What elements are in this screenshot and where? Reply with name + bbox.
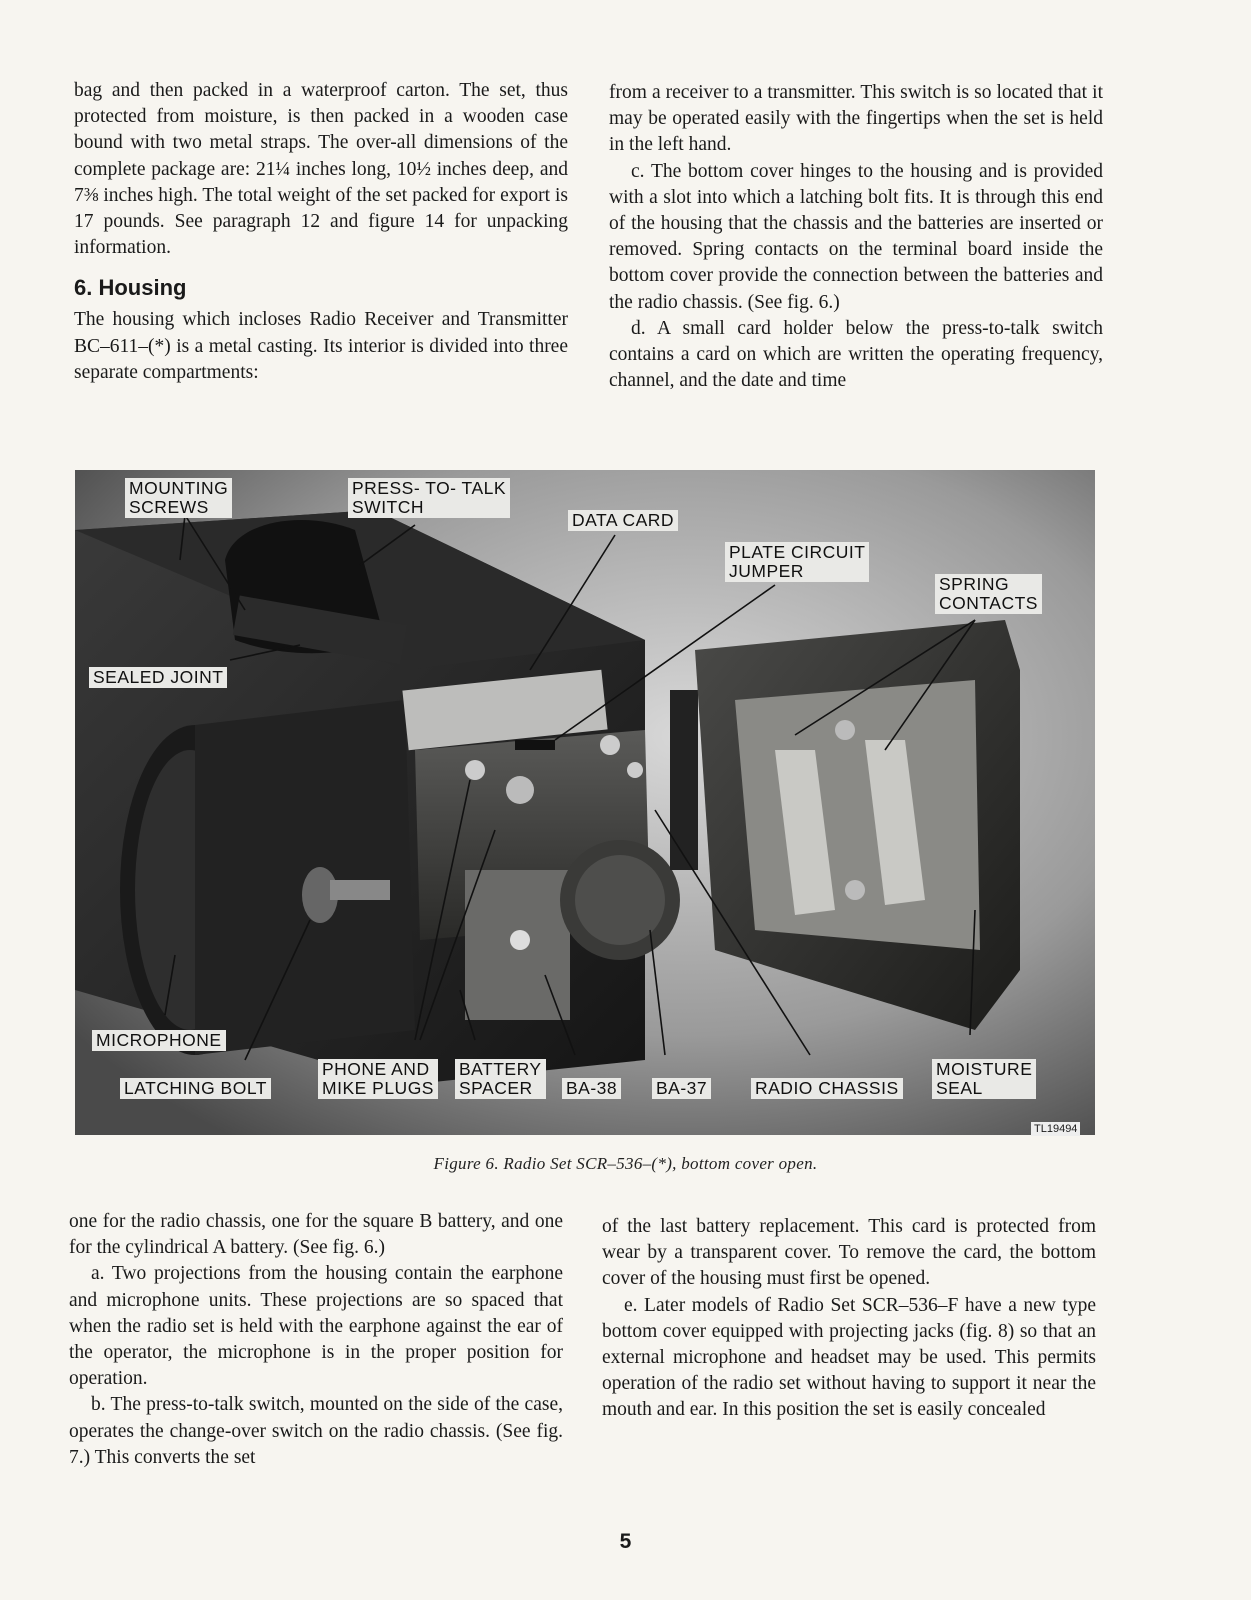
label-plate-circuit-jumper: PLATE CIRCUIT JUMPER xyxy=(725,542,869,582)
label-moisture-seal: MOISTURE SEAL xyxy=(932,1059,1036,1099)
label-ba-37: BA-37 xyxy=(652,1078,711,1099)
label-ba-38: BA-38 xyxy=(562,1078,621,1099)
paragraph: from a receiver to a transmitter. This switch is so located that it may be operated easily with the fingertips when the set is held in the left hand. xyxy=(609,82,1103,156)
label-radio-chassis: RADIO CHASSIS xyxy=(751,1078,903,1099)
label-battery-spacer: BATTERY SPACER xyxy=(455,1059,546,1099)
label-data-card: DATA CARD xyxy=(568,510,678,531)
section-heading: 6. Housing xyxy=(74,275,187,301)
radio-set-illustration xyxy=(75,470,1095,1135)
paragraph: c. The bottom cover hinges to the housing and is provided with a slot into which a latching bolt fits. It is through this end of the housing that the chassis and the batteries are inserted or removed. Spring contacts on the terminal board inside the bottom cover provide the connection between the batteries and the radio chassis. (See fig. 6.) xyxy=(609,160,1103,313)
label-phone-and-mike-plugs: PHONE AND MIKE PLUGS xyxy=(318,1059,438,1099)
figure-code: TL19494 xyxy=(1031,1122,1080,1136)
paragraph: of the last battery replacement. This card is protected from wear by a transparent cover. To remove the card, the bottom cover of the housing must first be opened. xyxy=(602,1216,1096,1290)
left-top-column xyxy=(74,78,568,386)
paragraph: bag and then packed in a waterproof carton. The set, thus protected from moisture, is then packed in a wooden case bound with two metal straps. The over-all dimensions of the complete package are: 21¼ inches long, 10½ inches deep, and 7⅜ inches high. The total weight of the set packed for export is 17 pounds. See paragraph 12 and figure 14 for unpacking information. xyxy=(74,80,568,259)
label-spring-contacts: SPRING CONTACTS xyxy=(935,574,1042,614)
left-bottom-column xyxy=(69,1209,563,1471)
page-number: 5 xyxy=(619,1530,632,1553)
paragraph: a. Two projections from the housing contain the earphone and microphone units. These projections are so spaced that when the radio set is held with the earphone against the ear of the operator, the microphone is in the proper position for operation. xyxy=(69,1263,563,1390)
figure-caption: Figure 6. Radio Set SCR–536–(*), bottom cover open. xyxy=(433,1154,818,1173)
label-mounting-screws: MOUNTING SCREWS xyxy=(125,478,232,518)
paragraph: one for the radio chassis, one for the square B battery, and one for the cylindrical A battery. (See fig. 6.) xyxy=(69,1211,563,1259)
right-top-column xyxy=(609,80,1103,394)
label-latching-bolt: LATCHING BOLT xyxy=(120,1078,271,1099)
paragraph: b. The press-to-talk switch, mounted on the side of the case, operates the change-over switch on the radio chassis. (See fig. 7.) This converts the set xyxy=(69,1394,563,1468)
right-bottom-column xyxy=(602,1214,1096,1424)
figure-photo xyxy=(75,470,1095,1135)
paragraph: e. Later models of Radio Set SCR–536–F have a new type bottom cover equipped with projecting jacks (fig. 8) so that an external microphone and headset may be used. This permits operation of the radio set without having to support it near the mouth and ear. In this position the set is easily concealed xyxy=(602,1294,1096,1421)
paragraph: d. A small card holder below the press-to-talk switch contains a card on which are written the operating frequency, channel, and the date and time xyxy=(609,317,1103,392)
paragraph: The housing which incloses Radio Receiver and Transmitter BC–611–(*) is a metal casting. Its interior is divided into three separate compartments: xyxy=(74,309,568,383)
label-press-to-talk-switch: PRESS- TO- TALK SWITCH xyxy=(348,478,510,518)
label-sealed-joint: SEALED JOINT xyxy=(89,667,227,688)
label-microphone: MICROPHONE xyxy=(92,1030,226,1051)
